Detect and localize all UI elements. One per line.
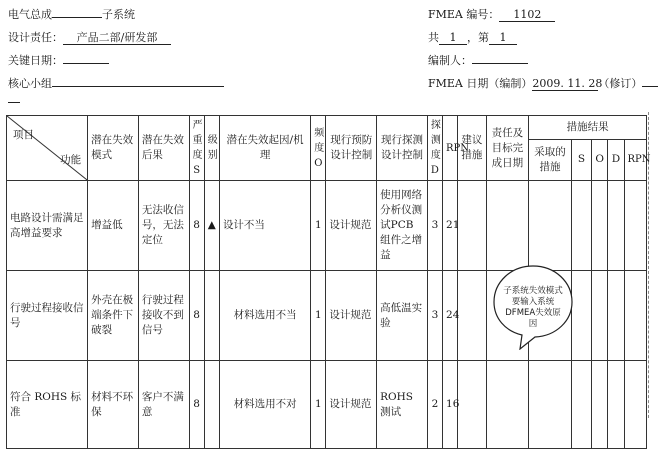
class-cell: ▲ — [204, 181, 219, 271]
failure-effect-header: 潜在失效后果 — [138, 116, 189, 181]
stray-underline — [8, 102, 20, 103]
responsibility-cell — [486, 181, 529, 271]
cause-header: 潜在失效起因/机理 — [219, 116, 310, 181]
fmea-revision-blank — [642, 86, 658, 87]
detection-header: 现行探测设计控制 — [377, 116, 428, 181]
function-cell: 电路设计需满足高增益要求 — [7, 181, 88, 271]
failure-mode-cell: 增益低 — [88, 181, 139, 271]
fmea-date-value: 2009. 11. 28 — [532, 77, 603, 90]
prepared-by-line — [428, 54, 528, 68]
result-o-cell — [592, 361, 608, 449]
table-row — [7, 361, 647, 449]
severity-cell: 8 — [189, 271, 204, 361]
table-row — [7, 181, 647, 271]
results-header: 措施结果 — [529, 116, 647, 140]
failure-effect-cell: 无法收信号，无法定位 — [138, 181, 189, 271]
function-header: 功能 — [60, 154, 82, 166]
detection-cell: 高低温实验 — [377, 271, 428, 361]
core-team-label: 核心小组 — [8, 77, 52, 90]
system-label: 电气总成 — [8, 8, 52, 21]
prevention-cell: 设计规范 — [326, 361, 377, 449]
fmea-date-suffix: （修订） — [598, 77, 643, 90]
result-s-cell — [571, 181, 591, 271]
result-d-cell — [608, 181, 624, 271]
design-resp-value: 产品二部/研发部 — [63, 32, 171, 45]
severity-cell: 8 — [189, 361, 204, 449]
callout-bubble — [492, 264, 574, 350]
occurrence-cell: 1 — [311, 361, 326, 449]
page-no-label: ，第 — [467, 31, 489, 44]
key-date-blank — [63, 63, 109, 64]
occurrence-cell: 1 — [311, 181, 326, 271]
class-cell — [204, 361, 219, 449]
rpn-header: RPN — [443, 116, 458, 181]
recommended-cell — [458, 181, 486, 271]
responsibility-cell — [486, 361, 529, 449]
class-header: 级别 — [204, 116, 219, 181]
system-line — [8, 8, 135, 22]
result-o-header: O — [592, 139, 608, 180]
detectability-cell: 2 — [427, 361, 442, 449]
detectability-cell: 3 — [427, 271, 442, 361]
result-d-cell — [608, 271, 624, 361]
cause-cell: 材料选用不对 — [219, 361, 310, 449]
failure-effect-cell: 客户不满意 — [138, 361, 189, 449]
system-suffix: 子系统 — [102, 8, 135, 21]
severity-cell: 8 — [189, 181, 204, 271]
detectability-cell: 3 — [427, 181, 442, 271]
result-o-cell — [592, 271, 608, 361]
cause-cell: 材料选用不当 — [219, 271, 310, 361]
recommended-cell — [458, 271, 486, 361]
fmea-date-label: FMEA 日期（编制） — [428, 77, 533, 90]
fmea-number-line — [428, 8, 555, 22]
system-blank — [52, 17, 102, 18]
prepared-by-blank — [472, 63, 528, 64]
responsibility-header: 责任及目标完成日期 — [486, 116, 529, 181]
core-team-blank — [52, 86, 224, 87]
page-line — [428, 31, 517, 45]
recommended-cell — [458, 361, 486, 449]
page-no-value: 1 — [489, 32, 517, 45]
rpn-cell: 24 — [443, 271, 458, 361]
occurrence-header: 频度O — [311, 116, 326, 181]
cause-cell: 设计不当 — [219, 181, 310, 271]
key-date-line — [8, 54, 109, 68]
severity-header: 严重度S — [189, 116, 204, 181]
failure-mode-cell: 外壳在极端条件下破裂 — [88, 271, 139, 361]
key-date-label: 关键日期： — [8, 54, 63, 67]
detectability-header: 探测度D — [427, 116, 442, 181]
callout-text: 子系统失效模式要输入系统DFMEA失效原因 — [503, 286, 563, 329]
diagonal-line — [7, 116, 87, 180]
recommended-header: 建议措施 — [458, 116, 486, 181]
prevention-cell: 设计规范 — [326, 271, 377, 361]
fmea-date-line — [428, 77, 658, 91]
failure-effect-cell: 行驶过程接收不到信号 — [138, 271, 189, 361]
right-dashed-margin — [648, 112, 649, 418]
fmea-number-value: 1102 — [499, 9, 555, 22]
actions-taken-cell — [529, 361, 572, 449]
result-d-cell — [608, 361, 624, 449]
function-cell: 行驶过程接收信号 — [7, 271, 88, 361]
prepared-by-label: 编制人： — [428, 54, 472, 67]
result-rpn-header: RPN — [624, 139, 646, 180]
item-header: 项目 — [13, 129, 34, 141]
item-function-header — [7, 116, 88, 181]
actions-taken-header: 采取的措施 — [529, 139, 572, 180]
detection-cell: ROHS 测试 — [377, 361, 428, 449]
occurrence-cell: 1 — [311, 271, 326, 361]
result-s-cell — [571, 361, 591, 449]
page-total-value: 1 — [439, 32, 467, 45]
rpn-cell: 21 — [443, 181, 458, 271]
design-resp-label: 设计责任： — [8, 31, 63, 44]
rpn-cell: 16 — [443, 361, 458, 449]
core-team-line — [8, 77, 224, 91]
result-rpn-cell — [624, 271, 646, 361]
design-resp-line — [8, 31, 171, 45]
page-total-label: 共 — [428, 31, 439, 44]
result-rpn-cell — [624, 361, 646, 449]
result-s-header: S — [571, 139, 591, 180]
result-o-cell — [592, 181, 608, 271]
result-d-header: D — [608, 139, 624, 180]
class-cell — [204, 271, 219, 361]
failure-mode-header: 潜在失效模式 — [88, 116, 139, 181]
fmea-number-label: FMEA 编号： — [428, 8, 500, 21]
prevention-cell: 设计规范 — [326, 181, 377, 271]
function-cell: 符合 ROHS 标准 — [7, 361, 88, 449]
result-s-cell — [571, 271, 591, 361]
prevention-header: 现行预防设计控制 — [326, 116, 377, 181]
detection-cell: 使用网络分析仪测试PCB组件之增益 — [377, 181, 428, 271]
failure-mode-cell: 材料不环保 — [88, 361, 139, 449]
header-row-1 — [7, 116, 647, 140]
actions-taken-cell — [529, 181, 572, 271]
result-rpn-cell — [624, 181, 646, 271]
